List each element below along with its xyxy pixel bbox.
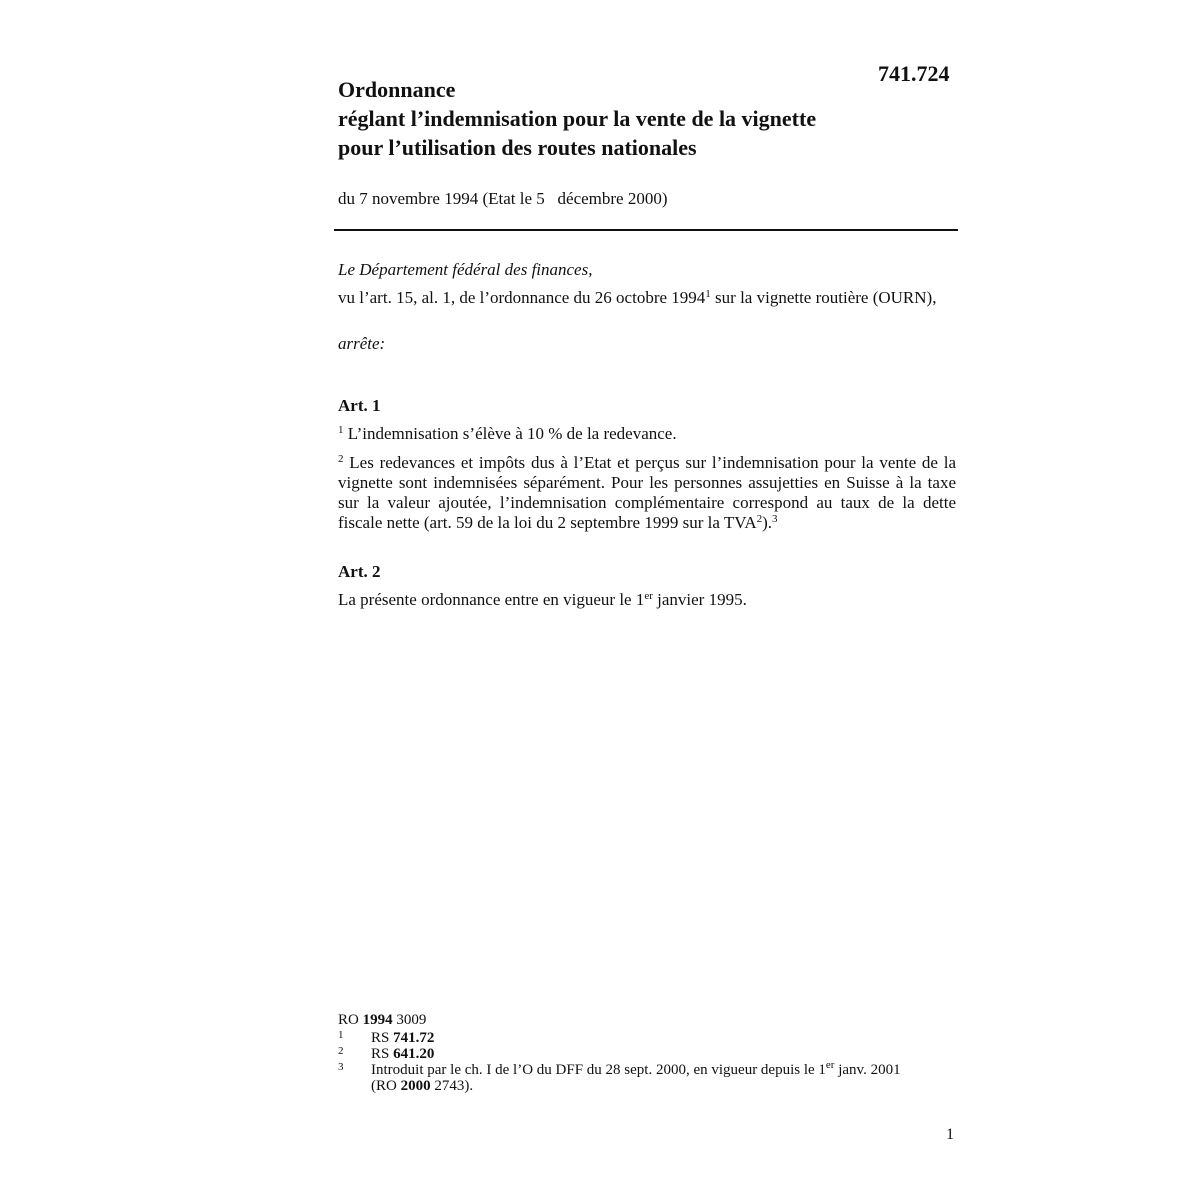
date-line: du 7 novembre 1994 (Etat le 5 décembre 2000) bbox=[338, 189, 668, 208]
footnote-3 bbox=[338, 1059, 958, 1094]
article-2-text-part: janvier 1995. bbox=[652, 590, 747, 609]
footnote-text-line-1 bbox=[371, 1059, 958, 1078]
ordinal-suffix: er bbox=[644, 590, 653, 602]
source-prefix: RO bbox=[338, 1012, 363, 1028]
footnote-ref[interactable]: 1 bbox=[705, 288, 711, 300]
paragraph-number: 2 bbox=[338, 453, 344, 465]
footnote-ref[interactable]: 2 bbox=[756, 513, 763, 525]
preamble-decision: arrête: bbox=[338, 334, 386, 353]
preamble-basis bbox=[338, 288, 956, 308]
source-reference bbox=[338, 1012, 958, 1028]
footnote-text-line-2 bbox=[371, 1078, 958, 1094]
footnote-text: (RO bbox=[371, 1078, 401, 1094]
article-2-text bbox=[338, 590, 956, 610]
footnote-prefix: RS bbox=[371, 1030, 394, 1046]
article-1-paragraph-1 bbox=[338, 424, 956, 444]
preamble-authority: Le Département fédéral des finances, bbox=[338, 260, 593, 279]
footnote-year: 2000 bbox=[400, 1078, 431, 1094]
footnote-1 bbox=[338, 1030, 958, 1046]
source-year: 1994 bbox=[362, 1012, 393, 1028]
header-divider bbox=[334, 229, 958, 231]
article-1-paragraph-2 bbox=[338, 453, 956, 533]
article-2-text-part: La présente ordonnance entre en vigueur le 1 bbox=[338, 590, 645, 609]
preamble-basis-text: vu l’art. 15, al. 1, de l’ordonnance du 26 octobre 1994 bbox=[338, 288, 706, 307]
title-line: pour l’utilisation des routes nationales bbox=[338, 135, 697, 160]
title-line: réglant l’indemnisation pour la vente de la vignette bbox=[338, 106, 817, 131]
ordinal-suffix: er bbox=[825, 1059, 835, 1071]
footnote-text: 2743). bbox=[430, 1078, 474, 1094]
article-1-title: Art. 1 bbox=[338, 396, 381, 415]
footnote-text: janv. 2001 bbox=[834, 1062, 901, 1078]
footnote-mark: 2 bbox=[338, 1045, 344, 1057]
paragraph-text: ). bbox=[762, 513, 773, 532]
footnote-ref[interactable]: 3 bbox=[772, 513, 778, 525]
page-number: 1 bbox=[946, 1126, 954, 1143]
source-page: 3009 bbox=[392, 1012, 427, 1028]
footnote-prefix: RS bbox=[371, 1046, 394, 1062]
article-2-title: Art. 2 bbox=[338, 562, 381, 581]
sr-number: 741.724 bbox=[878, 61, 950, 86]
paragraph-text: Les redevances et impôts dus à l’Etat et perçus sur l’indemnisation pour la vente de la vignette sont indemnisées séparément. Pour les personnes assujetties en Suisse à la taxe sur la valeur ajoutée, l’indemnisation complémentaire correspond au taux de la dette fiscale nette (art. 59 de la loi du 2 septembre 1999 sur la TVA bbox=[338, 453, 956, 532]
footnotes bbox=[338, 1012, 958, 1094]
footnote-reference: 741.72 bbox=[393, 1030, 435, 1046]
paragraph-text: L’indemnisation s’élève à 10 % de la redevance. bbox=[343, 424, 677, 443]
document-title bbox=[338, 75, 898, 162]
footnote-mark: 3 bbox=[338, 1061, 344, 1073]
footnote-mark: 1 bbox=[338, 1029, 344, 1041]
footnote-2 bbox=[338, 1046, 958, 1062]
footnote-text: Introduit par le ch. I de l’O du DFF du 28 sept. 2000, en vigueur depuis le 1 bbox=[371, 1062, 826, 1078]
paragraph-number: 1 bbox=[338, 424, 344, 436]
title-line: Ordonnance bbox=[338, 77, 456, 102]
footnote-reference: 641.20 bbox=[393, 1046, 435, 1062]
preamble-basis-text: sur la vignette routière (OURN), bbox=[710, 288, 937, 307]
